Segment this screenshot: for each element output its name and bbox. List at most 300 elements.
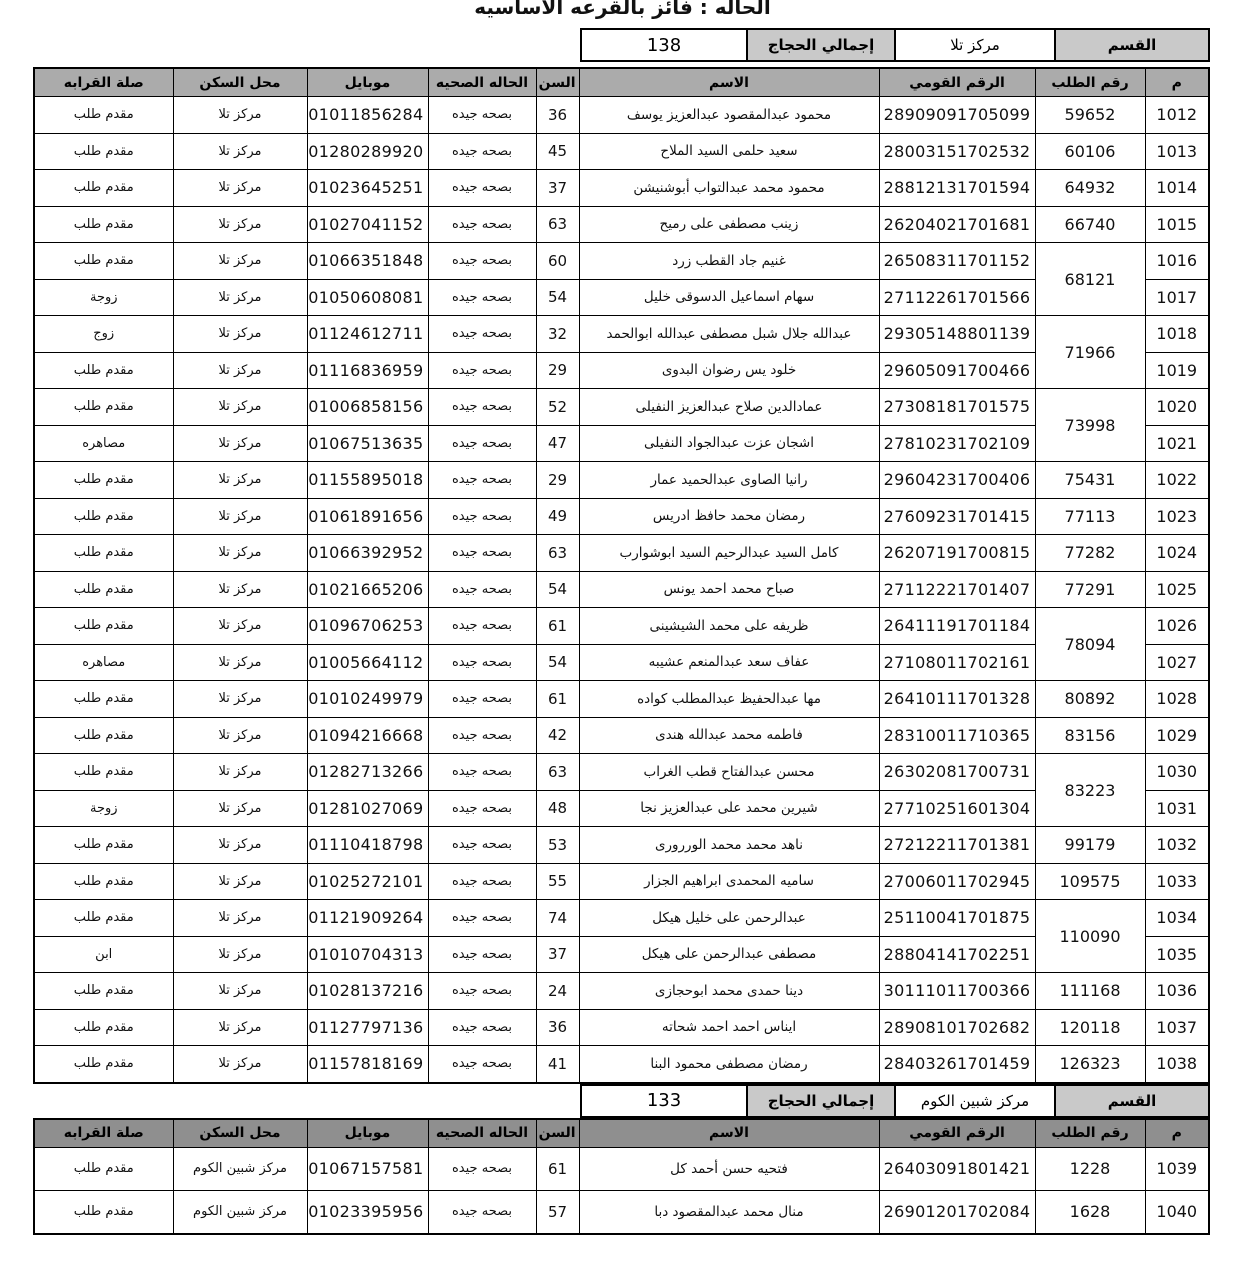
national-id-cell: 26403091801421: [879, 1147, 1035, 1190]
health-status-cell: بصحه جيده: [428, 206, 536, 243]
table-row: [34, 389, 1209, 426]
request-number-cell: 77282: [1035, 535, 1145, 572]
national-id-cell: 25110041701875: [879, 900, 1035, 937]
mobile-cell: 01067513635: [307, 425, 428, 462]
name-cell: زينب مصطفى على رميح: [579, 206, 879, 243]
serial-cell: 1018: [1145, 316, 1209, 353]
relationship-cell: مقدم طلب: [34, 462, 173, 499]
age-cell: 63: [536, 206, 579, 243]
request-number-cell: 111168: [1035, 973, 1145, 1010]
total-pilgrims-label-cell: إجمالي الحجاج: [747, 29, 895, 61]
column-header-row: [34, 68, 1209, 97]
mobile-cell: 01116836959: [307, 352, 428, 389]
health-status-cell: بصحه جيده: [428, 279, 536, 316]
serial-cell: 1024: [1145, 535, 1209, 572]
table-row: [34, 535, 1209, 572]
mobile-cell: 01096706253: [307, 608, 428, 645]
name-cell: عبدالله جلال شبل مصطفى عبدالله ابوالحمد: [579, 316, 879, 353]
health-status-cell: بصحه جيده: [428, 1046, 536, 1083]
residence-cell: مركز تلا: [173, 717, 307, 754]
name-cell: منال محمد عبدالمقصود دبا: [579, 1190, 879, 1234]
request-number-cell: 68121: [1035, 243, 1145, 316]
name-cell: مصطفى عبدالرحمن على هيكل: [579, 936, 879, 973]
table-row: [34, 462, 1209, 499]
table-row: [34, 973, 1209, 1010]
relationship-cell: مقدم طلب: [34, 1190, 173, 1234]
relationship-cell: مقدم طلب: [34, 170, 173, 207]
relationship-cell: مقدم طلب: [34, 1046, 173, 1083]
national-id-cell: 29305148801139: [879, 316, 1035, 353]
age-cell: 53: [536, 827, 579, 864]
national-id-cell: 28908101702682: [879, 1009, 1035, 1046]
age-cell: 47: [536, 425, 579, 462]
name-cell: مها عبدالحفيظ عبدالمطلب كواده: [579, 681, 879, 718]
column-header: موبايل: [307, 68, 428, 97]
residence-cell: مركز تلا: [173, 973, 307, 1010]
relationship-cell: مقدم طلب: [34, 352, 173, 389]
request-number-cell: 1628: [1035, 1190, 1145, 1234]
national-id-cell: 28804141702251: [879, 936, 1035, 973]
name-cell: سعيد حلمى السيد الملاح: [579, 133, 879, 170]
column-header: الحاله الصحيه: [428, 1119, 536, 1148]
mobile-cell: 01050608081: [307, 279, 428, 316]
name-cell: محمود عبدالمقصود عبدالعزيز يوسف: [579, 97, 879, 134]
national-id-cell: 27006011702945: [879, 863, 1035, 900]
relationship-cell: مقدم طلب: [34, 206, 173, 243]
name-cell: دينا حمدى محمد ابوحجازى: [579, 973, 879, 1010]
mobile-cell: 01011856284: [307, 97, 428, 134]
age-cell: 60: [536, 243, 579, 280]
request-number-cell: 80892: [1035, 681, 1145, 718]
residence-cell: مركز تلا: [173, 681, 307, 718]
mobile-cell: 01281027069: [307, 790, 428, 827]
age-cell: 29: [536, 462, 579, 499]
mobile-cell: 01067157581: [307, 1147, 428, 1190]
relationship-cell: مقدم طلب: [34, 608, 173, 645]
column-header: رقم الطلب: [1035, 68, 1145, 97]
residence-cell: مركز تلا: [173, 97, 307, 134]
mobile-cell: 01124612711: [307, 316, 428, 353]
serial-cell: 1040: [1145, 1190, 1209, 1234]
relationship-cell: مصاهره: [34, 644, 173, 681]
table-row: [34, 206, 1209, 243]
name-cell: صباح محمد احمد يونس: [579, 571, 879, 608]
department-value-cell: مركز شبين الكوم: [895, 1085, 1055, 1117]
age-cell: 54: [536, 571, 579, 608]
table-row: [34, 243, 1209, 280]
health-status-cell: بصحه جيده: [428, 352, 536, 389]
national-id-cell: 27810231702109: [879, 425, 1035, 462]
total-pilgrims-value-cell: 138: [581, 29, 747, 61]
residence-cell: مركز تلا: [173, 863, 307, 900]
health-status-cell: بصحه جيده: [428, 1190, 536, 1234]
national-id-cell: 27108011702161: [879, 644, 1035, 681]
name-cell: ناهد محمد محمد الوررورى: [579, 827, 879, 864]
health-status-cell: بصحه جيده: [428, 681, 536, 718]
health-status-cell: بصحه جيده: [428, 133, 536, 170]
name-cell: عفاف سعد عبدالمنعم عشيبه: [579, 644, 879, 681]
table-row: [34, 681, 1209, 718]
table-row: [34, 754, 1209, 791]
column-header: الحاله الصحيه: [428, 68, 536, 97]
national-id-cell: 28003151702532: [879, 133, 1035, 170]
request-number-cell: 126323: [1035, 1046, 1145, 1083]
health-status-cell: بصحه جيده: [428, 1009, 536, 1046]
health-status-cell: بصحه جيده: [428, 936, 536, 973]
table-row: [34, 827, 1209, 864]
health-status-cell: بصحه جيده: [428, 389, 536, 426]
serial-cell: 1027: [1145, 644, 1209, 681]
request-number-cell: 110090: [1035, 900, 1145, 973]
column-header: الرقم القومي: [879, 68, 1035, 97]
serial-cell: 1030: [1145, 754, 1209, 791]
serial-cell: 1019: [1145, 352, 1209, 389]
serial-cell: 1039: [1145, 1147, 1209, 1190]
relationship-cell: ابن: [34, 936, 173, 973]
table-row: [34, 608, 1209, 645]
mobile-cell: 01025272101: [307, 863, 428, 900]
serial-cell: 1016: [1145, 243, 1209, 280]
age-cell: 54: [536, 279, 579, 316]
national-id-cell: 26410111701328: [879, 681, 1035, 718]
residence-cell: مركز تلا: [173, 608, 307, 645]
age-cell: 24: [536, 973, 579, 1010]
national-id-cell: 28909091705099: [879, 97, 1035, 134]
relationship-cell: مقدم طلب: [34, 827, 173, 864]
name-cell: فاطمه محمد عبدالله هندى: [579, 717, 879, 754]
health-status-cell: بصحه جيده: [428, 462, 536, 499]
relationship-cell: مقدم طلب: [34, 754, 173, 791]
health-status-cell: بصحه جيده: [428, 170, 536, 207]
table-row: [34, 1147, 1209, 1190]
mobile-cell: 01021665206: [307, 571, 428, 608]
column-header: م: [1145, 1119, 1209, 1148]
name-cell: محسن عبدالفتاح قطب الغراب: [579, 754, 879, 791]
residence-cell: مركز تلا: [173, 644, 307, 681]
request-number-cell: 73998: [1035, 389, 1145, 462]
relationship-cell: مقدم طلب: [34, 498, 173, 535]
health-status-cell: بصحه جيده: [428, 243, 536, 280]
sections-container: [35, 28, 1210, 1235]
name-cell: ظريفه على محمد الشيشينى: [579, 608, 879, 645]
national-id-cell: 26411191701184: [879, 608, 1035, 645]
name-cell: خلود يس رضوان البدوى: [579, 352, 879, 389]
section-header-bar: [580, 28, 1210, 62]
national-id-cell: 27112221701407: [879, 571, 1035, 608]
residence-cell: مركز تلا: [173, 279, 307, 316]
relationship-cell: زوجة: [34, 279, 173, 316]
request-number-cell: 66740: [1035, 206, 1145, 243]
residence-cell: مركز تلا: [173, 936, 307, 973]
column-header: موبايل: [307, 1119, 428, 1148]
name-cell: رانيا الصاوى عبدالحميد عمار: [579, 462, 879, 499]
age-cell: 32: [536, 316, 579, 353]
national-id-cell: 27710251601304: [879, 790, 1035, 827]
table-row: [34, 790, 1209, 827]
table-row: [34, 1190, 1209, 1234]
mobile-cell: 01061891656: [307, 498, 428, 535]
request-number-cell: 83223: [1035, 754, 1145, 827]
health-status-cell: بصحه جيده: [428, 973, 536, 1010]
column-header: م: [1145, 68, 1209, 97]
request-number-cell: 59652: [1035, 97, 1145, 134]
relationship-cell: مقدم طلب: [34, 97, 173, 134]
relationship-cell: مقدم طلب: [34, 900, 173, 937]
age-cell: 37: [536, 936, 579, 973]
mobile-cell: 01005664112: [307, 644, 428, 681]
health-status-cell: بصحه جيده: [428, 97, 536, 134]
age-cell: 36: [536, 97, 579, 134]
health-status-cell: بصحه جيده: [428, 571, 536, 608]
name-cell: عمادالدين صلاح عبدالعزيز النفيلى: [579, 389, 879, 426]
request-number-cell: 77291: [1035, 571, 1145, 608]
residence-cell: مركز تلا: [173, 1046, 307, 1083]
residence-cell: مركز تلا: [173, 1009, 307, 1046]
name-cell: شيرين محمد على عبدالعزيز نجا: [579, 790, 879, 827]
age-cell: 29: [536, 352, 579, 389]
residence-cell: مركز تلا: [173, 133, 307, 170]
age-cell: 54: [536, 644, 579, 681]
request-number-cell: 75431: [1035, 462, 1145, 499]
column-header: الاسم: [579, 1119, 879, 1148]
relationship-cell: مقدم طلب: [34, 389, 173, 426]
residence-cell: مركز تلا: [173, 754, 307, 791]
table-row: [34, 1009, 1209, 1046]
age-cell: 63: [536, 754, 579, 791]
age-cell: 61: [536, 1147, 579, 1190]
total-pilgrims-value-cell: 133: [581, 1085, 747, 1117]
name-cell: سهام اسماعيل الدسوقى خليل: [579, 279, 879, 316]
section-header-bar-row: [581, 29, 1209, 61]
national-id-cell: 26508311701152: [879, 243, 1035, 280]
column-header: صلة القرابه: [34, 1119, 173, 1148]
request-number-cell: 120118: [1035, 1009, 1145, 1046]
column-header: رقم الطلب: [1035, 1119, 1145, 1148]
health-status-cell: بصحه جيده: [428, 644, 536, 681]
request-number-cell: 71966: [1035, 316, 1145, 389]
serial-cell: 1017: [1145, 279, 1209, 316]
serial-cell: 1028: [1145, 681, 1209, 718]
mobile-cell: 01027041152: [307, 206, 428, 243]
national-id-cell: 27308181701575: [879, 389, 1035, 426]
mobile-cell: 01010249979: [307, 681, 428, 718]
request-number-cell: 77113: [1035, 498, 1145, 535]
relationship-cell: زوج: [34, 316, 173, 353]
serial-cell: 1031: [1145, 790, 1209, 827]
column-header: محل السكن: [173, 1119, 307, 1148]
request-number-cell: 1228: [1035, 1147, 1145, 1190]
name-cell: رمضان محمد حافظ ادريس: [579, 498, 879, 535]
mobile-cell: 01282713266: [307, 754, 428, 791]
table-row: [34, 97, 1209, 134]
age-cell: 61: [536, 608, 579, 645]
pilgrims-table: [33, 67, 1210, 1084]
relationship-cell: مقدم طلب: [34, 243, 173, 280]
column-header: الرقم القومي: [879, 1119, 1035, 1148]
age-cell: 36: [536, 1009, 579, 1046]
age-cell: 52: [536, 389, 579, 426]
age-cell: 41: [536, 1046, 579, 1083]
mobile-cell: 01023645251: [307, 170, 428, 207]
national-id-cell: 28403261701459: [879, 1046, 1035, 1083]
column-header: صلة القرابه: [34, 68, 173, 97]
column-header: الاسم: [579, 68, 879, 97]
table-row: [34, 644, 1209, 681]
serial-cell: 1035: [1145, 936, 1209, 973]
health-status-cell: بصحه جيده: [428, 608, 536, 645]
request-number-cell: 60106: [1035, 133, 1145, 170]
request-number-cell: 99179: [1035, 827, 1145, 864]
request-number-cell: 83156: [1035, 717, 1145, 754]
table-row: [34, 717, 1209, 754]
table-row: [34, 279, 1209, 316]
residence-cell: مركز تلا: [173, 352, 307, 389]
table-row: [34, 1046, 1209, 1083]
residence-cell: مركز تلا: [173, 498, 307, 535]
section-header-bar: [580, 1084, 1210, 1118]
total-pilgrims-label-cell: إجمالي الحجاج: [747, 1085, 895, 1117]
national-id-cell: 26204021701681: [879, 206, 1035, 243]
age-cell: 74: [536, 900, 579, 937]
residence-cell: مركز تلا: [173, 206, 307, 243]
residence-cell: مركز تلا: [173, 827, 307, 864]
relationship-cell: مقدم طلب: [34, 535, 173, 572]
table-row: [34, 170, 1209, 207]
residence-cell: مركز تلا: [173, 571, 307, 608]
age-cell: 57: [536, 1190, 579, 1234]
serial-cell: 1012: [1145, 97, 1209, 134]
relationship-cell: مقدم طلب: [34, 1009, 173, 1046]
department-label-cell: القسم: [1055, 1085, 1209, 1117]
health-status-cell: بصحه جيده: [428, 498, 536, 535]
mobile-cell: 01006858156: [307, 389, 428, 426]
relationship-cell: مقدم طلب: [34, 863, 173, 900]
age-cell: 48: [536, 790, 579, 827]
relationship-cell: مقدم طلب: [34, 1147, 173, 1190]
table-row: [34, 498, 1209, 535]
mobile-cell: 01028137216: [307, 973, 428, 1010]
age-cell: 49: [536, 498, 579, 535]
name-cell: اشجان عزت عبدالجواد النفيلى: [579, 425, 879, 462]
national-id-cell: 26901201702084: [879, 1190, 1035, 1234]
mobile-cell: 01280289920: [307, 133, 428, 170]
health-status-cell: بصحه جيده: [428, 790, 536, 827]
serial-cell: 1029: [1145, 717, 1209, 754]
name-cell: غنيم جاد القطب زرد: [579, 243, 879, 280]
residence-cell: مركز شبين الكوم: [173, 1147, 307, 1190]
age-cell: 55: [536, 863, 579, 900]
health-status-cell: بصحه جيده: [428, 900, 536, 937]
serial-cell: 1034: [1145, 900, 1209, 937]
mobile-cell: 01157818169: [307, 1046, 428, 1083]
mobile-cell: 01066392952: [307, 535, 428, 572]
column-header: السن: [536, 68, 579, 97]
residence-cell: مركز تلا: [173, 535, 307, 572]
serial-cell: 1033: [1145, 863, 1209, 900]
column-header: محل السكن: [173, 68, 307, 97]
health-status-cell: بصحه جيده: [428, 827, 536, 864]
mobile-cell: 01127797136: [307, 1009, 428, 1046]
table-row: [34, 425, 1209, 462]
national-id-cell: 26207191700815: [879, 535, 1035, 572]
serial-cell: 1036: [1145, 973, 1209, 1010]
national-id-cell: 26302081700731: [879, 754, 1035, 791]
relationship-cell: مقدم طلب: [34, 681, 173, 718]
table-row: [34, 571, 1209, 608]
table-row: [34, 133, 1209, 170]
age-cell: 61: [536, 681, 579, 718]
page-title: الحاله : فائز بالقرعه الاساسيه: [474, 0, 771, 19]
relationship-cell: مصاهره: [34, 425, 173, 462]
serial-cell: 1023: [1145, 498, 1209, 535]
serial-cell: 1013: [1145, 133, 1209, 170]
relationship-cell: مقدم طلب: [34, 717, 173, 754]
department-label-cell: القسم: [1055, 29, 1209, 61]
age-cell: 63: [536, 535, 579, 572]
table-row: [34, 352, 1209, 389]
age-cell: 37: [536, 170, 579, 207]
mobile-cell: 01094216668: [307, 717, 428, 754]
request-number-cell: 109575: [1035, 863, 1145, 900]
name-cell: ساميه المحمدى ابراهيم الجزار: [579, 863, 879, 900]
health-status-cell: بصحه جيده: [428, 316, 536, 353]
name-cell: عبدالرحمن على خليل هيكل: [579, 900, 879, 937]
serial-cell: 1015: [1145, 206, 1209, 243]
mobile-cell: 01023395956: [307, 1190, 428, 1234]
relationship-cell: مقدم طلب: [34, 133, 173, 170]
residence-cell: مركز شبين الكوم: [173, 1190, 307, 1234]
mobile-cell: 01066351848: [307, 243, 428, 280]
residence-cell: مركز تلا: [173, 900, 307, 937]
national-id-cell: 27112261701566: [879, 279, 1035, 316]
serial-cell: 1037: [1145, 1009, 1209, 1046]
serial-cell: 1022: [1145, 462, 1209, 499]
table-row: [34, 863, 1209, 900]
name-cell: ايناس احمد احمد شحاته: [579, 1009, 879, 1046]
national-id-cell: 30111011700366: [879, 973, 1035, 1010]
mobile-cell: 01121909264: [307, 900, 428, 937]
column-header-row: [34, 1119, 1209, 1148]
age-cell: 45: [536, 133, 579, 170]
health-status-cell: بصحه جيده: [428, 863, 536, 900]
serial-cell: 1038: [1145, 1046, 1209, 1083]
relationship-cell: مقدم طلب: [34, 571, 173, 608]
health-status-cell: بصحه جيده: [428, 754, 536, 791]
relationship-cell: مقدم طلب: [34, 973, 173, 1010]
national-id-cell: 29604231700406: [879, 462, 1035, 499]
name-cell: فتحيه حسن أحمد كل: [579, 1147, 879, 1190]
residence-cell: مركز تلا: [173, 316, 307, 353]
mobile-cell: 01110418798: [307, 827, 428, 864]
health-status-cell: بصحه جيده: [428, 1147, 536, 1190]
table-row: [34, 936, 1209, 973]
national-id-cell: 28310011710365: [879, 717, 1035, 754]
mobile-cell: 01010704313: [307, 936, 428, 973]
national-id-cell: 28812131701594: [879, 170, 1035, 207]
pilgrims-table: [33, 1118, 1210, 1235]
request-number-cell: 64932: [1035, 170, 1145, 207]
table-row: [34, 316, 1209, 353]
residence-cell: مركز تلا: [173, 425, 307, 462]
serial-cell: 1025: [1145, 571, 1209, 608]
national-id-cell: 27212211701381: [879, 827, 1035, 864]
health-status-cell: بصحه جيده: [428, 535, 536, 572]
residence-cell: مركز تلا: [173, 170, 307, 207]
relationship-cell: زوجة: [34, 790, 173, 827]
mobile-cell: 01155895018: [307, 462, 428, 499]
residence-cell: مركز تلا: [173, 790, 307, 827]
serial-cell: 1032: [1145, 827, 1209, 864]
